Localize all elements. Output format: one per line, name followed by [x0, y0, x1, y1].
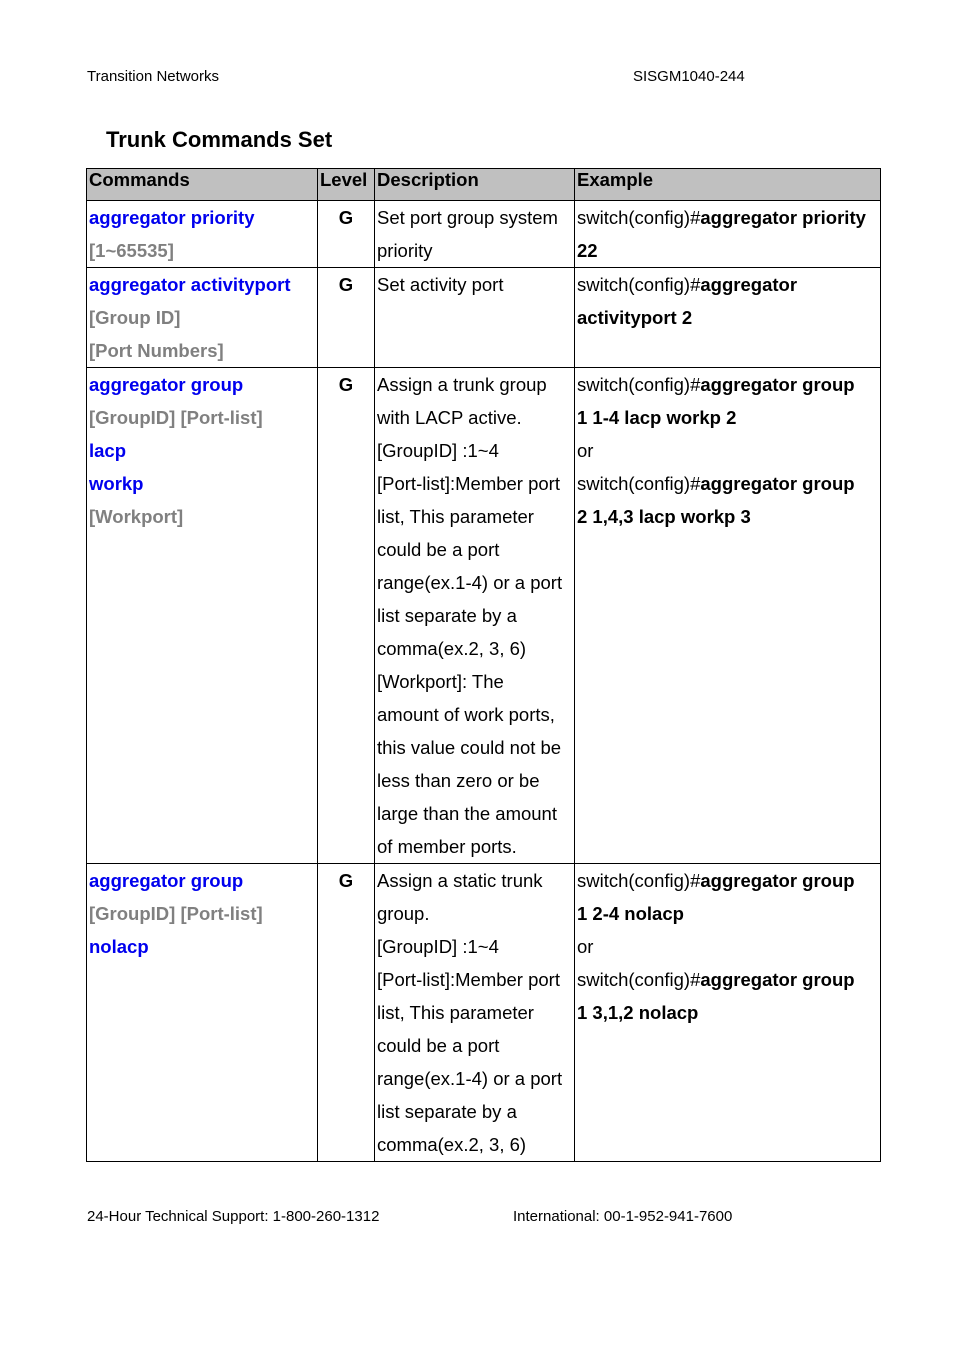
description-cell — [375, 201, 575, 268]
header-company: Transition Networks — [87, 68, 219, 85]
description-line: [GroupID] :1~4 — [377, 936, 499, 957]
example-command: aggregator group — [700, 870, 855, 891]
description-line: this value could not be — [377, 737, 562, 758]
table-row — [87, 864, 881, 1162]
example-line: 2 1,4,3 lacp workp 3 — [577, 506, 751, 527]
description-line: could be a port — [377, 1035, 500, 1056]
section-title: Trunk Commands Set — [106, 127, 333, 152]
description-line: of member ports. — [377, 836, 517, 857]
description-line: with LACP active. — [377, 407, 522, 428]
example-line — [577, 467, 878, 500]
header-level: Level — [318, 169, 375, 201]
trunk-commands-table — [86, 168, 881, 1162]
command-keyword: lacp — [89, 440, 127, 461]
description-line: range(ex.1-4) or a port — [377, 1068, 563, 1089]
description-line: [Port-list]:Member port — [377, 969, 560, 990]
level-cell: G — [318, 201, 375, 268]
example-cell — [575, 864, 881, 1162]
description-line: Assign a trunk group — [377, 374, 547, 395]
example-command: aggregator — [700, 274, 798, 295]
command-keyword: nolacp — [89, 936, 149, 957]
example-line — [577, 268, 878, 301]
description-line: list, This parameter — [377, 506, 534, 527]
command-param: [Port Numbers] — [89, 340, 224, 361]
description-line: [GroupID] :1~4 — [377, 440, 499, 461]
description-line: group. — [377, 903, 430, 924]
level-cell: G — [318, 864, 375, 1162]
description-line: Assign a static trunk — [377, 870, 543, 891]
example-cell — [575, 201, 881, 268]
example-prompt: switch(config)# — [577, 969, 701, 990]
example-command: aggregator group — [700, 473, 855, 494]
command-cell — [87, 201, 318, 268]
example-cell — [575, 268, 881, 368]
description-line: [Workport]: The — [377, 671, 504, 692]
command-param: [Workport] — [89, 506, 184, 527]
footer-support: 24-Hour Technical Support: 1-800-260-1312 — [87, 1208, 380, 1225]
example-command: aggregator priority — [700, 207, 866, 228]
example-command: aggregator group — [700, 374, 855, 395]
example-line — [577, 963, 878, 996]
command-keyword: workp — [89, 473, 144, 494]
command-param: [GroupID] [Port-list] — [89, 903, 263, 924]
command-name: aggregator activityport — [89, 274, 291, 295]
description-line: Set port group system — [377, 207, 558, 228]
example-line: or — [577, 440, 594, 461]
command-cell — [87, 268, 318, 368]
example-line — [577, 864, 878, 897]
description-line: could be a port — [377, 539, 500, 560]
example-command: aggregator group — [700, 969, 855, 990]
example-line — [577, 368, 878, 401]
example-prompt: switch(config)# — [577, 374, 701, 395]
command-param: [GroupID] [Port-list] — [89, 407, 263, 428]
description-line: [Port-list]:Member port — [377, 473, 560, 494]
command-param: [Group ID] — [89, 307, 181, 328]
command-name: aggregator group — [89, 870, 244, 891]
example-line — [577, 201, 878, 234]
example-prompt: switch(config)# — [577, 473, 701, 494]
command-param: [1~65535] — [89, 240, 174, 261]
command-cell — [87, 368, 318, 864]
example-prompt: switch(config)# — [577, 207, 701, 228]
description-line: list separate by a — [377, 605, 517, 626]
table-row — [87, 368, 881, 864]
description-line: list, This parameter — [377, 1002, 534, 1023]
table-header-row — [87, 169, 881, 201]
footer-international: International: 00-1-952-941-7600 — [513, 1208, 733, 1225]
description-line: less than zero or be — [377, 770, 540, 791]
header-commands: Commands — [87, 169, 318, 201]
description-cell — [375, 268, 575, 368]
description-cell — [375, 864, 575, 1162]
example-prompt: switch(config)# — [577, 274, 701, 295]
description-line: Set activity port — [377, 274, 504, 295]
example-line: 1 1-4 lacp workp 2 — [577, 407, 737, 428]
header-example: Example — [575, 169, 881, 201]
command-cell — [87, 864, 318, 1162]
description-line: large than the amount — [377, 803, 557, 824]
example-line: activityport 2 — [577, 307, 693, 328]
description-cell — [375, 368, 575, 864]
description-line: range(ex.1-4) or a port — [377, 572, 563, 593]
example-line: 1 3,1,2 nolacp — [577, 1002, 699, 1023]
table-row — [87, 268, 881, 368]
description-line: comma(ex.2, 3, 6) — [377, 1134, 527, 1155]
example-line: 22 — [577, 240, 598, 261]
description-line: comma(ex.2, 3, 6) — [377, 638, 527, 659]
description-line: amount of work ports, — [377, 704, 555, 725]
header-doc-id: SISGM1040-244 — [633, 68, 745, 85]
level-cell: G — [318, 368, 375, 864]
example-line: 1 2-4 nolacp — [577, 903, 684, 924]
description-line: priority — [377, 240, 433, 261]
example-cell — [575, 368, 881, 864]
table-row — [87, 201, 881, 268]
command-name: aggregator group — [89, 374, 244, 395]
command-name: aggregator priority — [89, 207, 255, 228]
header-description: Description — [375, 169, 575, 201]
description-line: list separate by a — [377, 1101, 517, 1122]
level-cell: G — [318, 268, 375, 368]
example-prompt: switch(config)# — [577, 870, 701, 891]
example-line: or — [577, 936, 594, 957]
